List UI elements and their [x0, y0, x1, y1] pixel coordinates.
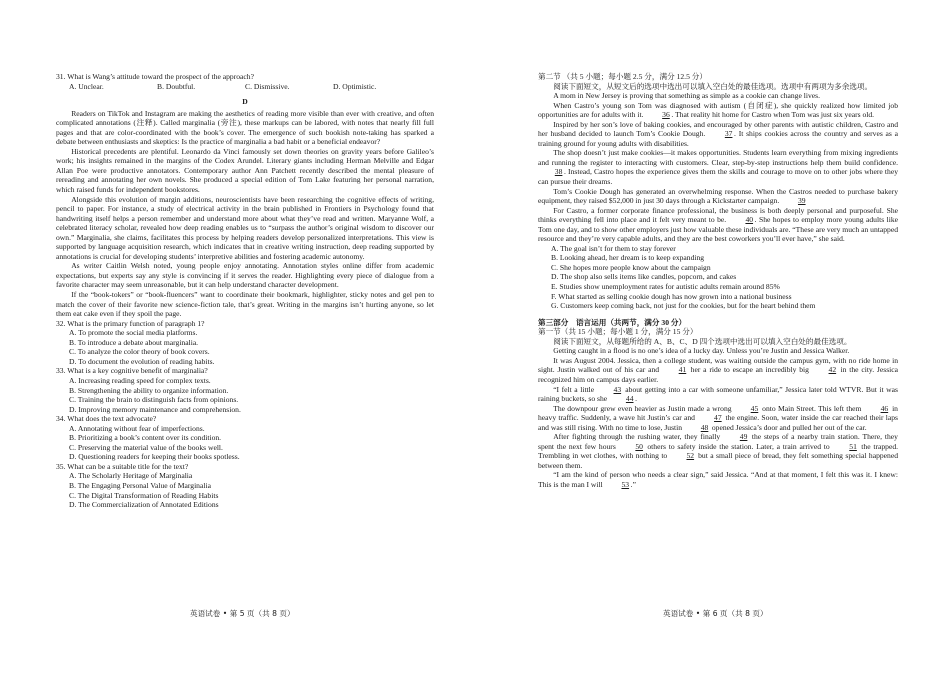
question-stem: 32. What is the primary function of paragraph 1?	[56, 318, 205, 328]
option: C. To analyze the color theory of book covers.	[69, 347, 210, 357]
text-run: . She hopes to employ more young adults like Tom one day, and to show other employers just how valuable these individuals are. “These are very much an untapped resource and they’re very capable adults, and they are the best coworkers you’ll ever have,” she said.	[538, 215, 898, 244]
blank-50[interactable]: 50	[635, 441, 643, 451]
text-run: The downpour grew even heavier as Justin made a wrong	[553, 403, 732, 413]
passage-paragraph: As writer Caitlin Welsh noted, young people enjoy annotating. Annotation styles online differ from academic expectations, but experts say any style is convincing if it serves the reader. Highlighting every piece of dialogue from a favorite character may seem unreasonable, but it can help understand character development.	[56, 261, 434, 290]
passage-paragraph: A mom in New Jersey is proving that something as simple as a cookie can change lives.	[553, 91, 820, 101]
option: A. Unclear.	[69, 81, 104, 91]
text-run: “I felt a little	[553, 384, 595, 394]
blank-37[interactable]: 37	[724, 129, 733, 139]
text-run: about getting into a car with someone unfamiliar,” Jessica later told WTVR. But it was raining buckets, so she	[538, 384, 898, 404]
option: C. Training the brain to distinguish facts from opinions.	[69, 395, 239, 405]
passage-paragraph: Historical precedents are plentiful. Leonardo da Vinci famously set down theories on gravity years before Galileo’s work; his insights remained in the margins of the Codex Arundel. Literary giants including Herman Melville and Edgar Allan Poe were productive annotators. Contemporary author Ann Patchett recently described the mental pleasure of rereading and annotating her own novels. She produced a special edition of Tom Lake featuring her personal narration, which raised funds for independent bookstores.	[56, 146, 434, 195]
blank-38[interactable]: 38	[554, 167, 563, 177]
passage-paragraph	[538, 385, 898, 404]
blank-48[interactable]: 48	[700, 422, 709, 432]
question-stem: 34. What does the text advocate?	[56, 414, 157, 424]
passage-paragraph	[538, 432, 898, 470]
passage-paragraph	[538, 148, 898, 186]
blank-52[interactable]: 52	[686, 451, 695, 461]
text-run: in heavy traffic. Suddenly, a wave hit Justin’s car and	[538, 403, 898, 423]
option: B. Strengthening the ability to organize information.	[69, 385, 229, 395]
passage-paragraph	[538, 470, 898, 489]
text-run: the trapped. Trembling in wet clothes, with nothing to	[538, 441, 899, 461]
text-run: her a ride to escape an incredibly big	[690, 365, 809, 375]
text-run: Tom’s Cookie Dough has generated an overwhelming response. When the Castros needed to purchase bakery equipment, they raised $52,000 in just 30 days through a Kickstarter campaign.	[538, 186, 898, 206]
option: C. Dismissive.	[245, 81, 290, 91]
option: C. Preserving the material value of the books well.	[69, 442, 223, 452]
option: D. Improving memory maintenance and comprehension.	[69, 404, 241, 414]
text-run: others to safety inside the station. Later, a train arrived to	[647, 441, 830, 451]
text-run: Inspired by her son’s love of baking cookies, and encouraged by other parents with autistic children, Castro and her husband decided to launch Tom’s Cookie Dough.	[538, 119, 898, 139]
passage-paragraph: Alongside this evolution of margin additions, neuroscientists have been researching the cognitive effects of writing, pencil to paper. For instance, a study of electrical activity in the brain published in Frontiers in Psychology found that handwriting itself helps a person remember and understand more about what they’ve read and written. Maryanne Wolf, a celebrated literacy scholar, revealed how deep reading enables us to “surpass the author’s original wisdom to discover our own.” Marginalia, she claims, facilitates this process by helping readers develop personalized interpretations. This view is supported by language acquisition research, which indicates that in creative writing instruction, deep reading supported by annotations is crucial for developing students’ interpretive abilities and fostering academic autonomy.	[56, 194, 434, 261]
text-run: It was August 2004. Jessica, then a college student, was waiting outside the campus gym, with no ride home in sight. Justin walked out of his car and	[538, 355, 898, 375]
spacer	[538, 311, 898, 318]
text-run: onto Main Street. This left them	[762, 403, 862, 413]
text-run: . That reality hit home for Castro when Tom was just six years old.	[671, 110, 875, 120]
option: D. To document the evolution of reading habits.	[69, 356, 215, 366]
blank-47[interactable]: 47	[714, 413, 722, 423]
passage-paragraph: Getting caught in a flood is no one’s idea of a lucky day. Unless you’re Justin and Jessica Walker.	[553, 346, 850, 356]
option: D. The Commercialization of Annotated Editions	[69, 500, 219, 510]
passage-letter: D	[242, 97, 248, 107]
option: F. What started as selling cookie dough has now grown into a national business	[551, 291, 792, 301]
text-run: When Castro’s young son Tom was diagnosed with autism (自闭症), she quickly realized how limited job opportunities are for adults with it.	[538, 100, 898, 120]
text-run: in the city. Jessica recognized him on campus days earlier.	[538, 365, 899, 384]
part-3-title: 第三部分 语言运用（共两节，满分 30 分）	[538, 317, 687, 327]
blank-51[interactable]: 51	[849, 441, 857, 451]
text-run: the steps of a nearby train station. There, they spent the next few hours	[538, 432, 898, 451]
option: E. Studies show unemployment rates for autistic adults remain around 85%	[551, 282, 780, 292]
option: A. The goal isn’t for them to stay forever	[551, 243, 676, 253]
passage-paragraph	[538, 404, 898, 433]
option: B. Doubtful.	[157, 81, 196, 91]
passage-paragraph	[538, 101, 898, 120]
blank-39[interactable]: 39	[797, 196, 806, 206]
text-run: . Instead, Castro hopes the experience gives them the skills and courage to move on to other jobs where they can pursue their dreams.	[538, 167, 898, 187]
blank-42[interactable]: 42	[828, 365, 837, 375]
text-run: For Castro, a former corporate finance professional, the business is both deeply personal and purposeful. She thinks everything fell into place and it felt very meant to be.	[538, 205, 898, 225]
blank-36[interactable]: 36	[662, 110, 670, 120]
passage-paragraph: If the “book-tokers” or “book-fluencers” want to coordinate their bookmark, highlighter, sticky notes and gel pen to match the cover of their favorite new science-fiction tale, that’s great. Writing in the margins isn’t hurting anyone, so let them eat cake even if they spoil the page.	[56, 290, 434, 319]
question-31-options	[69, 82, 434, 92]
question-stem: 35. What can be a suitable title for the text?	[56, 461, 189, 471]
text-run: . It ships cookies across the country and serves as a training ground for young adults with disabilities.	[538, 129, 898, 148]
blank-44[interactable]: 44	[625, 394, 634, 404]
option: C. She hopes more people know about the campaign	[551, 262, 711, 272]
option: D. Optimistic.	[333, 81, 377, 91]
section-2-instructions: 阅读下面短文，从短文后的选项中选出可以填入空白处的最佳选项。选项中有两项为多余选项。	[553, 81, 873, 91]
left-column	[56, 72, 434, 510]
text-run: .”	[630, 479, 636, 489]
blank-43[interactable]: 43	[613, 384, 622, 394]
passage-paragraph	[538, 120, 898, 149]
option: B. The Engaging Personal Value of Marginalia	[69, 480, 211, 490]
blank-45[interactable]: 45	[750, 403, 759, 413]
right-column	[538, 72, 898, 490]
option: A. Annotating without fear of imperfections.	[69, 423, 205, 433]
section-1-instructions: 阅读下面短文，从每题所给的 A、B、C、D 四个选项中选出可以填入空白处的最佳选项。	[553, 336, 852, 346]
section-2-title: 第二节 （共 5 小题；每小题 2.5 分，满分 12.5 分）	[538, 72, 707, 81]
option: A. Increasing reading speed for complex texts.	[69, 375, 211, 385]
blank-40[interactable]: 40	[745, 215, 754, 225]
option: A. The Scholarly Heritage of Marginalia	[69, 471, 193, 481]
text-run: .	[635, 394, 637, 404]
passage-paragraph	[538, 356, 898, 385]
text-run: but a small piece of bread, they felt something special happened between them.	[538, 451, 898, 470]
option: B. Prioritizing a book’s content over its condition.	[69, 433, 222, 443]
option: B. To introduce a debate about marginalia.	[69, 337, 199, 347]
blank-41[interactable]: 41	[678, 365, 687, 375]
text-run: the engine. Soon, water inside the car reached their laps and was still rising. With no time to lose, Justin	[538, 413, 899, 432]
option: B. Looking ahead, her dream is to keep expanding	[551, 253, 705, 263]
text-run: “I am the kind of person who needs a clear sign,” said Jessica. “And at that moment, I felt this was it. I knew: This is the man I will	[538, 470, 898, 489]
text-run: After fighting through the rushing water, they finally	[553, 432, 721, 442]
question-stem: 33. What is a key cognitive benefit of marginalia?	[56, 366, 208, 376]
passage-paragraph	[538, 187, 898, 206]
question-31-stem: 31. What is Wang’s attitude toward the prospect of the approach?	[56, 72, 254, 81]
text-run: The shop doesn’t just make cookies—it makes opportunities. Students learn everything from mixing ingredients and running the register to interacting with customers. Clear, step-by-step instructions help them build confidence.	[538, 148, 898, 167]
blank-46[interactable]: 46	[880, 403, 889, 413]
page-footer-left: 英语试卷 • 第 5 页（共 8 页）	[190, 609, 295, 618]
text-run: opened Jessica’s door and pulled her out of the car.	[711, 422, 867, 432]
option: C. The Digital Transformation of Reading Habits	[69, 490, 219, 500]
section-1-title: 第一节（共 15 小题；每小题 1 分，满分 15 分）	[538, 327, 698, 337]
option: D. Questioning readers for keeping their books spotless.	[69, 452, 240, 462]
option: A. To promote the social media platforms.	[69, 328, 198, 338]
passage-paragraph	[538, 206, 898, 244]
option: G. Customers keep coming back, not just for the cookies, but for the heart behind them	[551, 301, 816, 311]
blank-49[interactable]: 49	[739, 432, 748, 442]
option: D. The shop also sells items like candles, popcorn, and cakes	[551, 272, 737, 282]
page-footer-right: 英语试卷 • 第 6 页（共 8 页）	[663, 609, 768, 618]
blank-53[interactable]: 53	[621, 479, 630, 489]
passage-paragraph: Readers on TikTok and Instagram are making the aesthetics of reading more visible than ever with creative, and often complicated annotations (注释). Called marginalia (旁注), these markups can be labored, with notes that nearly fill full pages and that are color-coordinated with the book’s cover. The emergence of such bookish note-taking has sparked a debate between enthusiasts and skeptics: Is the practice of marginalia a bad habit or a beneficial endeavor?	[56, 108, 434, 147]
